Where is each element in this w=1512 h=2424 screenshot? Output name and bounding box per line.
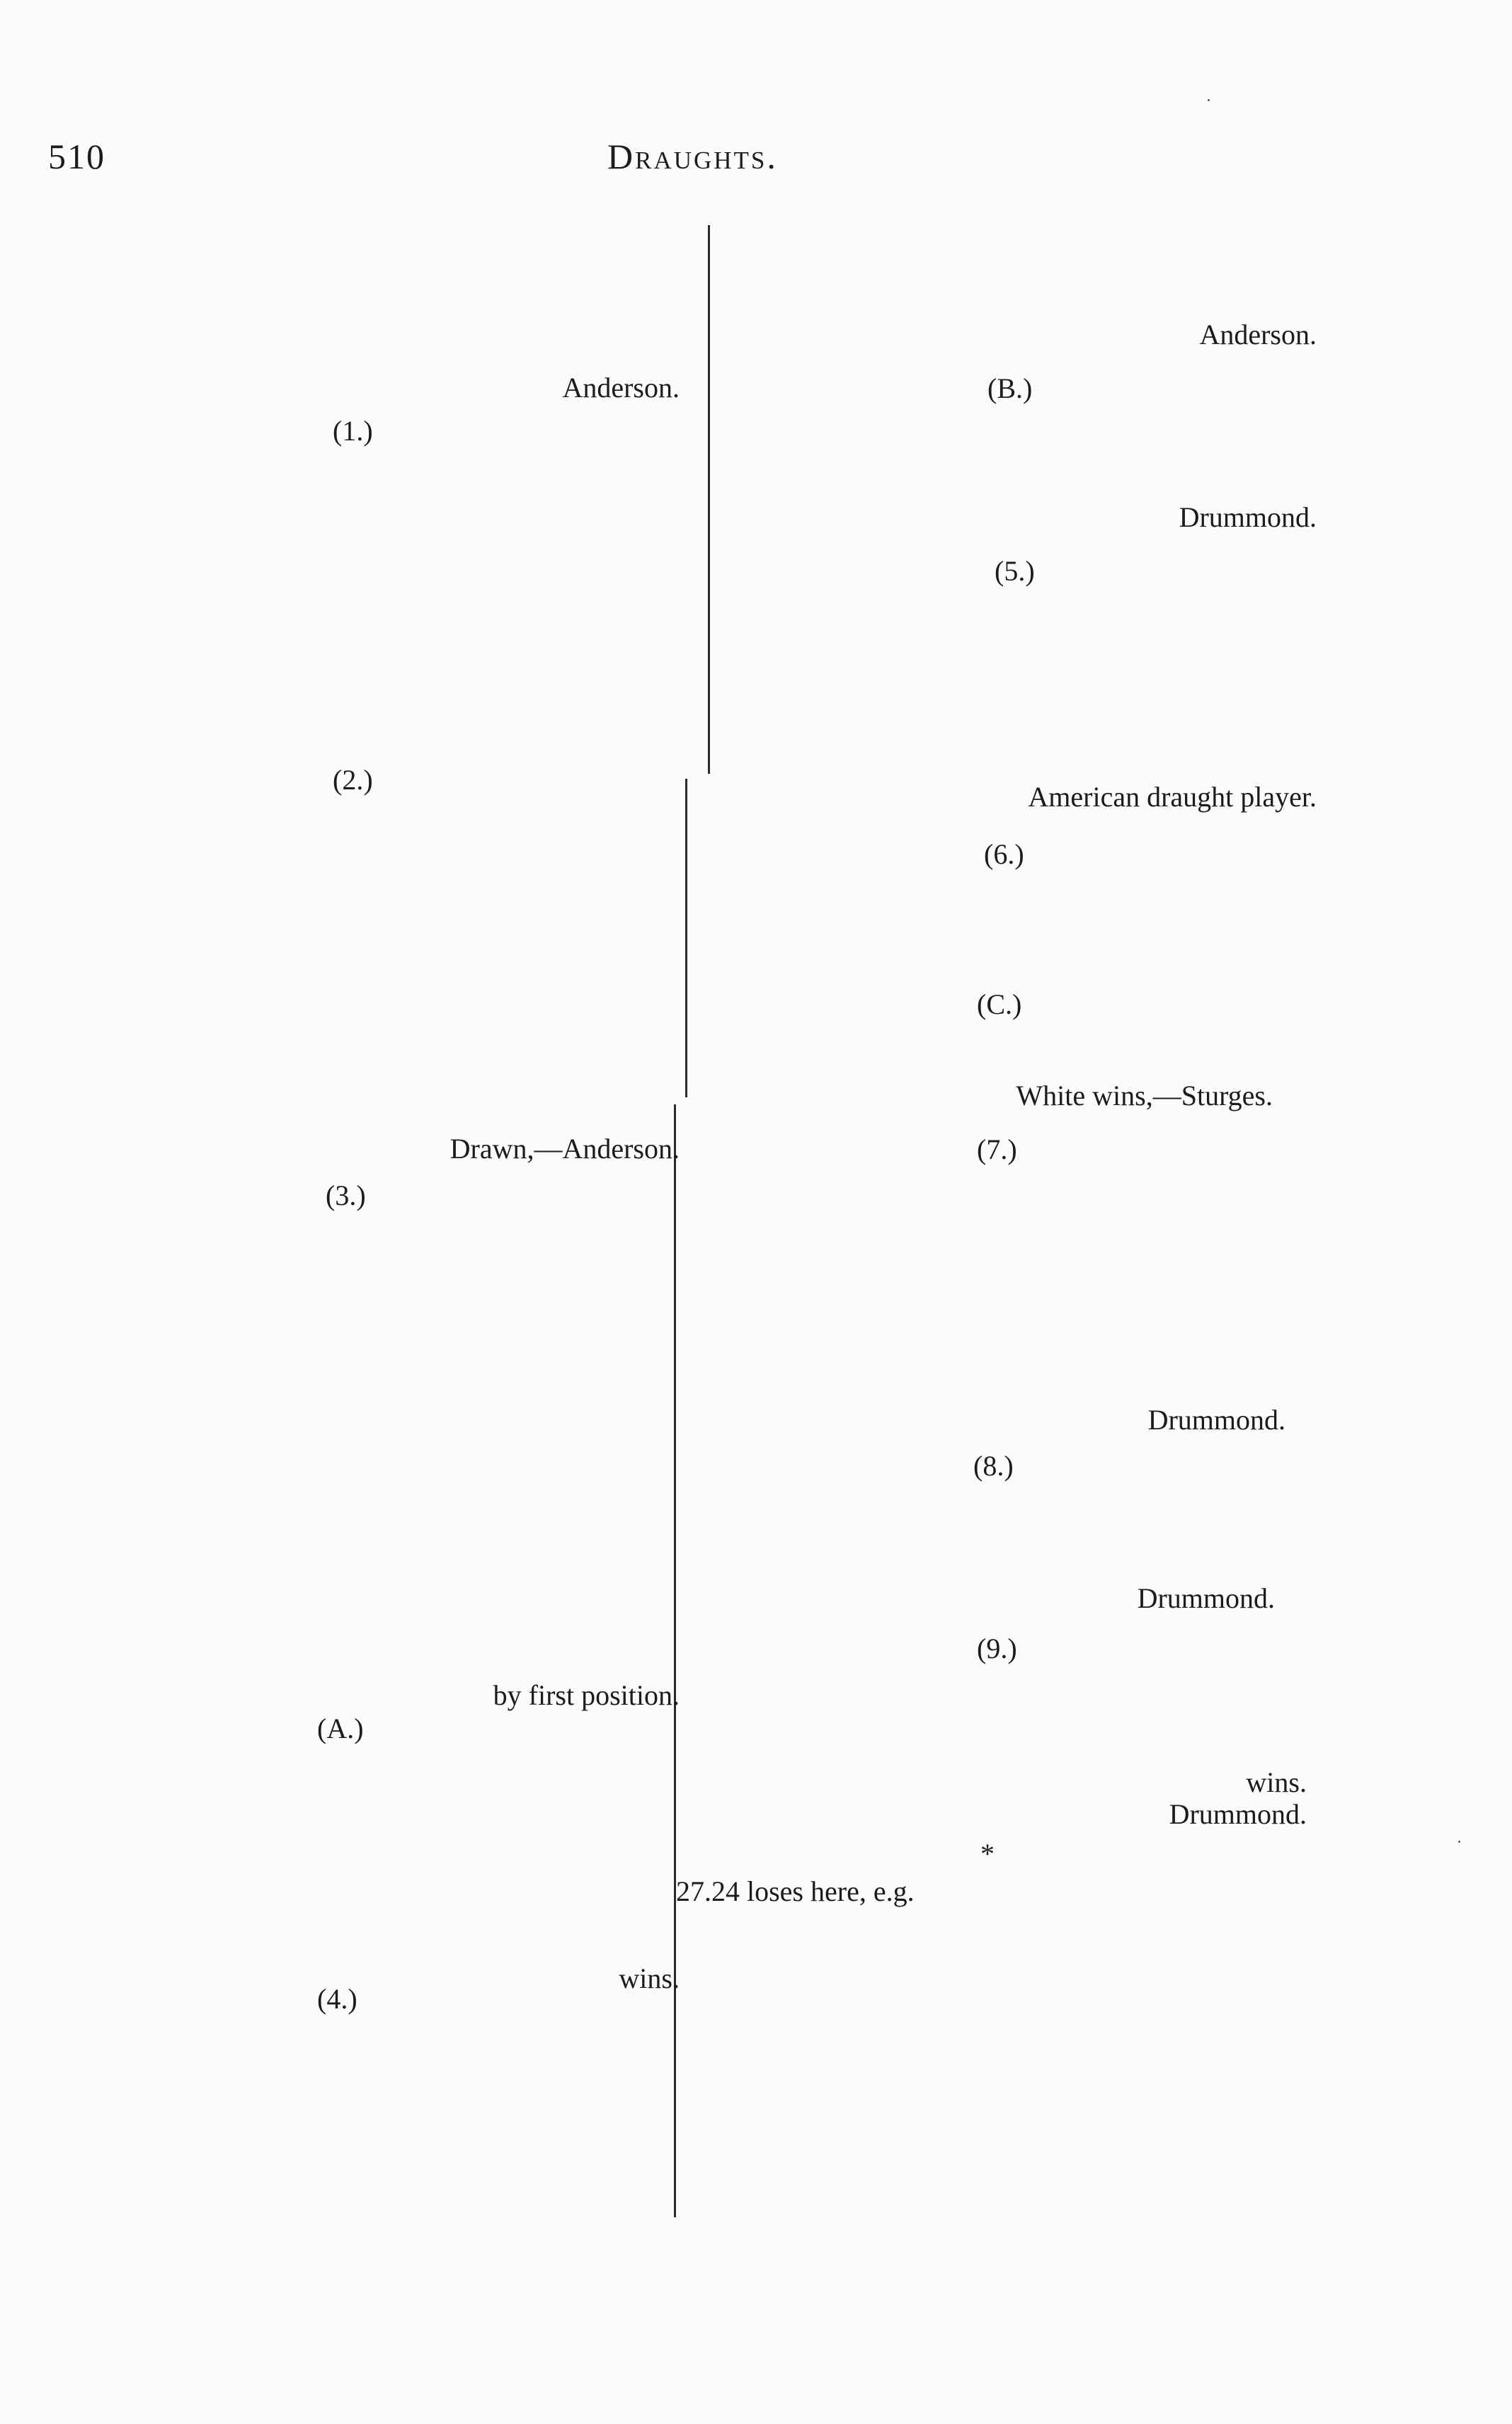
section-heading-C: (C.) xyxy=(977,988,1022,1020)
section-heading-8: (8.) xyxy=(973,1450,1014,1482)
right-note-5: American draught player. xyxy=(1028,781,1317,813)
right-note-0: Anderson. xyxy=(1199,319,1317,350)
left-note-A: wins. xyxy=(619,1962,680,1994)
right-note-7: Drummond. xyxy=(1147,1404,1285,1436)
section-heading-A: (A.) xyxy=(317,1713,364,1744)
column-divider xyxy=(685,779,687,1097)
right-note-9: wins. xyxy=(1246,1766,1307,1798)
section-heading-B: (B.) xyxy=(987,372,1033,404)
left-note-2: Drawn,—Anderson. xyxy=(449,1133,680,1165)
right-note-B: Drummond. xyxy=(1179,501,1317,533)
page-title: Draughts. xyxy=(607,137,778,176)
section-heading-5: (5.) xyxy=(995,555,1035,587)
scan-speck xyxy=(1458,1841,1460,1843)
section-heading-4: (4.) xyxy=(317,1983,357,2015)
column-divider xyxy=(708,225,710,774)
section-heading-3: (3.) xyxy=(326,1179,366,1211)
section-heading-2: (2.) xyxy=(333,764,373,796)
left-note-3: by first position. xyxy=(493,1679,680,1711)
left-note-0: Anderson. xyxy=(562,372,680,404)
star-marker: * xyxy=(980,1838,995,1870)
right-note-C: White wins,—Sturges. xyxy=(1016,1080,1273,1111)
section-heading-6: (6.) xyxy=(984,838,1024,870)
right-note-8: Drummond. xyxy=(1137,1582,1275,1614)
loses-here-note: 27.24 loses here, e.g. xyxy=(676,1875,915,1907)
right-note-9b: Drummond. xyxy=(1169,1798,1307,1830)
scan-speck xyxy=(1208,99,1210,101)
page-number: 510 xyxy=(48,137,105,176)
column-divider xyxy=(674,1104,676,2217)
section-heading-7: (7.) xyxy=(977,1133,1017,1165)
section-heading-9: (9.) xyxy=(977,1633,1017,1664)
section-heading-1: (1.) xyxy=(333,415,373,447)
